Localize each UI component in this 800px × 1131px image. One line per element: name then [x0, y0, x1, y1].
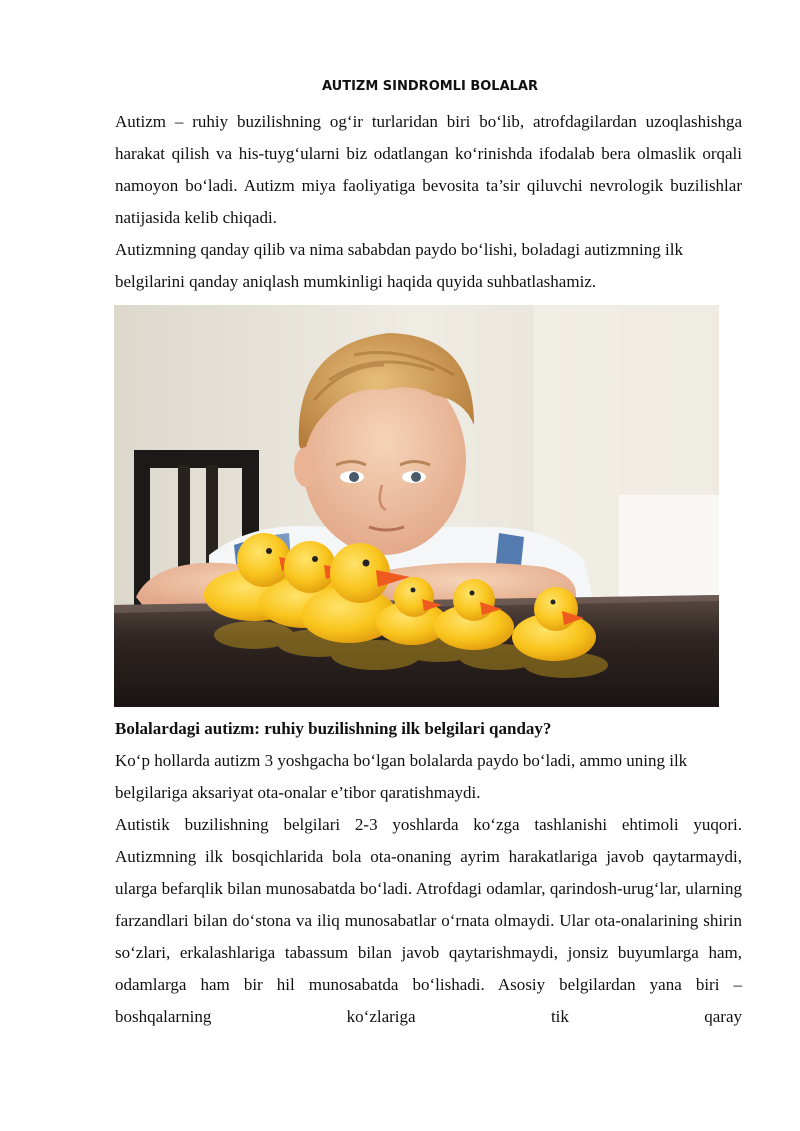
section-text — [115, 745, 742, 1033]
document-title: AUTIZM SINDROMLI BOLALAR — [322, 79, 538, 94]
intro-paragraph-2: Autizmning qanday qilib va nima sababdan paydo bo‘lishi, boladagi autizmning ilk belgilarini qanday aniqlash mumkinligi haqida quyida suhbatlashamiz. — [115, 240, 683, 291]
section-paragraph-1: Ko‘p hollarda autizm 3 yoshgacha bo‘lgan bolalarda paydo bo‘ladi, ammo uning ilk belgilariga aksariyat ota-onalar e’tibor qaratishmaydi. — [115, 751, 688, 802]
intro-text — [115, 106, 742, 298]
boy-with-rubber-ducks-photo — [114, 305, 719, 707]
intro-paragraph-1: Autizm – ruhiy buzilishning og‘ir turlaridan biri bo‘lib, atrofdagilardan uzoqlashishga harakat qilish va his-tuyg‘ularni biz odatlangan ko‘rinishda ifodalab bera olmaslik orqali namoyon bo‘ladi. Autizm miya faoliyatiga bevosita ta’sir qiluvchi nevrologik buzilishlar natijasida kelib chiqadi. — [115, 112, 742, 227]
section-heading: Bolalardagi autizm: ruhiy buzilishning ilk belgilari qanday? — [115, 719, 552, 738]
section-paragraph-2: Autistik buzilishning belgilari 2-3 yoshlarda ko‘zga tashlanishi ehtimoli yuqori. Autizmning ilk bosqichlarida bola ota-onaning ayrim harakatlariga javob qaytarmaydi, ularga befarqlik bilan munosabatda bo‘ladi. Atrofdagi odamlar, qarindosh-urug‘lar, ularning farzandlari bilan do‘stona va iliq munosabatlar o‘rnata olmaydi. Ular ota-onalarining shirin so‘zlari, erkalashlariga tabassum bilan javob qaytarishmaydi, jonsiz buyumlarga ham, odamlarga ham bir hil munosabatda bo‘lishadi. Asosiy belgilardan yana biri – boshqalarning ko‘zlariga tik qaray — [115, 815, 742, 1026]
